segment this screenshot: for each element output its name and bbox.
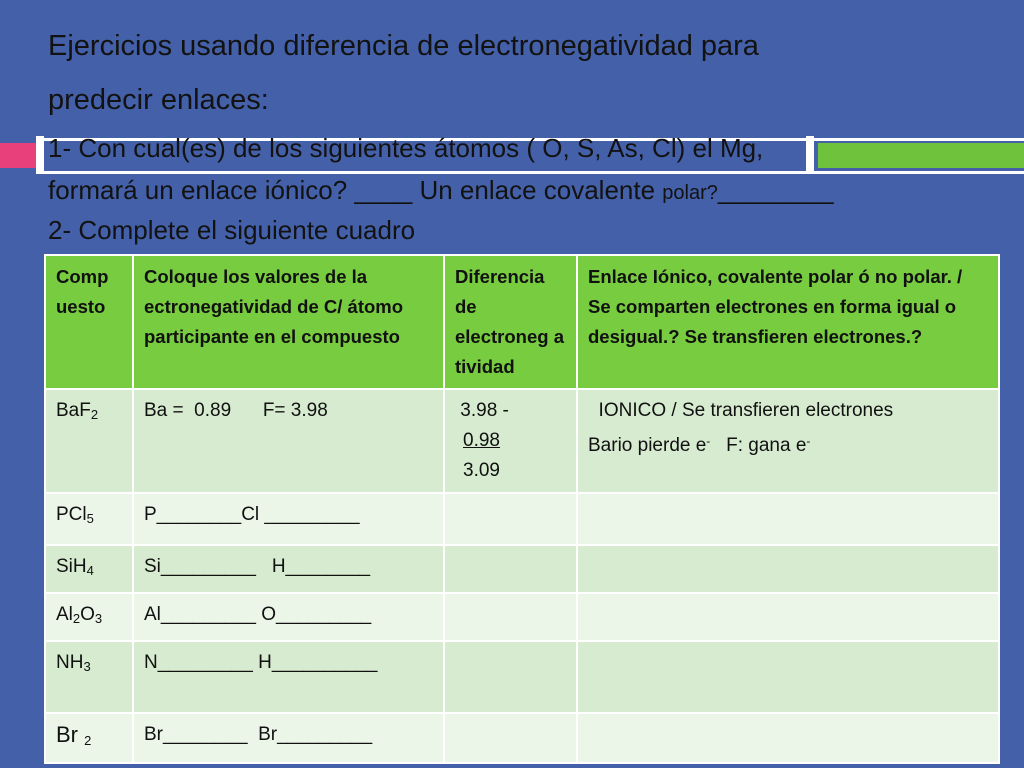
bond-type-cell — [577, 593, 999, 641]
header-electronegativity-values: Coloque los valores de la ectronegatividad de C/ átomo participante en el compuesto — [133, 255, 444, 389]
header-compound: Comp uesto — [45, 255, 133, 389]
exercise-2-line: 2- Complete el siguiente cuadro — [48, 215, 416, 245]
electronegativity-table — [44, 254, 1000, 764]
accent-bar-white-right — [806, 136, 814, 174]
compound-cell: $Al_2O_3$ — [45, 593, 133, 641]
accent-bar-green — [818, 143, 1024, 168]
bond-type-cell: IONICO / Se transfieren electrones Bario pierde e- F: gana e- — [577, 389, 999, 493]
difference-cell — [444, 493, 577, 545]
values-cell: N_________ H__________ — [133, 641, 444, 713]
table-row — [45, 713, 999, 763]
exercise-1-line: 1- Con cual(es) de los siguientes átomos ( O, S, As, Cl) el Mg, — [48, 133, 764, 163]
bond-type-cell — [577, 713, 999, 763]
difference-cell: 3.98 - 0.98 3.09 — [444, 389, 577, 493]
table-row — [45, 593, 999, 641]
values-cell: P________Cl _________ — [133, 493, 444, 545]
bond-type-cell — [577, 545, 999, 593]
header-bond-type: Enlace Iónico, covalente polar ó no polar. / Se comparten electrones en forma igual o desigual.? Se transfieren electrones.? — [577, 255, 999, 389]
title-line-1: Ejercicios usando diferencia de electronegatividad para — [48, 30, 759, 62]
table-row — [45, 493, 999, 545]
compound-cell: $NH_3$ — [45, 641, 133, 713]
compound-cell: SiH$_4$ — [45, 545, 133, 593]
exercise-1-question: formará un enlace iónico? ____ Un enlace covalente polar?________ — [48, 175, 834, 205]
bond-type-cell — [577, 641, 999, 713]
values-cell: Si_________ H________ — [133, 545, 444, 593]
accent-bar-white-left — [36, 136, 44, 174]
compound-cell: BaF$_2$ — [45, 389, 133, 493]
header-difference: Diferencia de electroneg a tividad — [444, 255, 577, 389]
difference-cell — [444, 545, 577, 593]
table-row — [45, 389, 999, 493]
difference-cell — [444, 713, 577, 763]
table-header-row — [45, 255, 999, 389]
compound-cell: PCl$_5$ — [45, 493, 133, 545]
title-line-2: predecir enlaces: — [48, 84, 269, 116]
values-cell: Al_________ O_________ — [133, 593, 444, 641]
difference-cell — [444, 641, 577, 713]
difference-cell — [444, 593, 577, 641]
table-row — [45, 545, 999, 593]
bond-type-cell — [577, 493, 999, 545]
values-cell: Br________ Br_________ — [133, 713, 444, 763]
values-cell: Ba = 0.89 F= 3.98 — [133, 389, 444, 493]
table-row — [45, 641, 999, 713]
accent-bar-pink — [0, 143, 36, 168]
compound-cell: Br $_2$ — [45, 713, 133, 763]
